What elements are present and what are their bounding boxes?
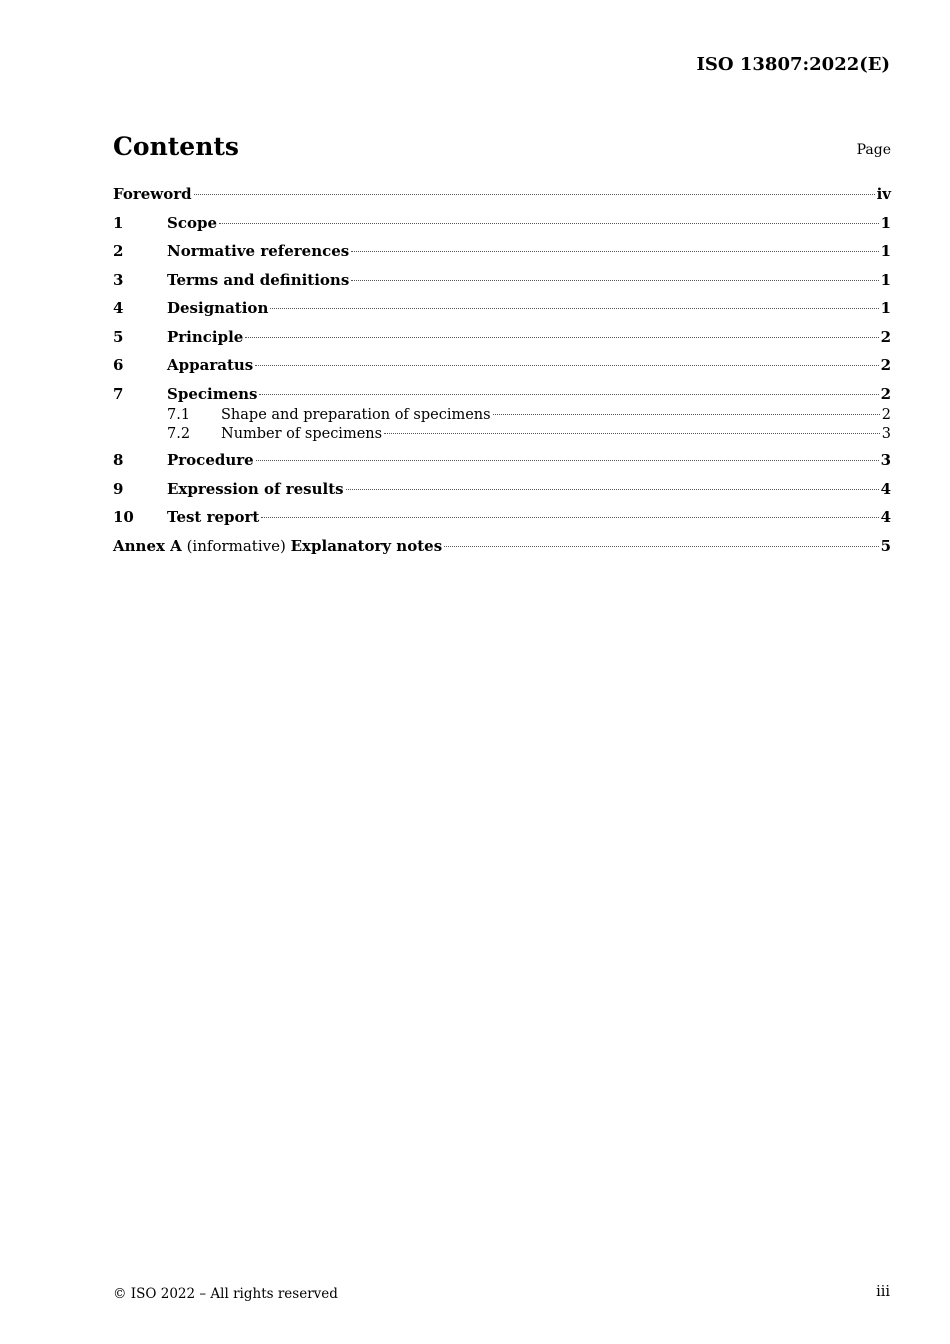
toc-leader: [194, 194, 875, 195]
annex-type: (informative): [186, 536, 286, 555]
toc-page: 2: [880, 327, 891, 346]
toc-number: 3: [113, 270, 124, 289]
toc-entry-procedure[interactable]: [113, 451, 891, 473]
toc-leader: [245, 337, 878, 338]
toc-entry-number-of-specimens[interactable]: [113, 426, 891, 445]
toc-entry-specimens[interactable]: [113, 385, 891, 407]
toc-title: Number of specimens: [221, 425, 383, 442]
toc-entry-test-report[interactable]: [113, 508, 891, 530]
toc-entry-scope[interactable]: [113, 214, 891, 236]
page-column-label: Page: [856, 142, 891, 158]
toc-page: 2: [880, 384, 891, 403]
toc-page: 3: [881, 425, 891, 442]
toc-title: Test report: [167, 508, 260, 526]
toc-number: 4: [113, 299, 124, 317]
toc-page: 4: [880, 479, 891, 498]
contents-heading: Contents: [113, 132, 240, 161]
toc-page: 1: [880, 242, 891, 260]
toc-page: 4: [880, 508, 891, 526]
toc-leader: [351, 280, 878, 281]
toc-leader: [384, 433, 880, 434]
toc-page: 3: [880, 451, 891, 469]
toc-page: 1: [880, 270, 891, 289]
toc-entry-foreword[interactable]: [113, 185, 891, 207]
toc-page: 5: [880, 536, 891, 555]
toc-leader: [493, 414, 880, 415]
toc-title: Expression of results: [167, 479, 344, 498]
toc-leader: [444, 546, 878, 547]
toc-number: 6: [113, 356, 124, 374]
toc-number: 5: [113, 327, 124, 346]
toc-number: 2: [113, 242, 124, 260]
toc-number: 10: [113, 508, 134, 526]
toc-title: Shape and preparation of specimens: [221, 406, 491, 423]
toc-entry-apparatus[interactable]: [113, 356, 891, 378]
toc-entry-shape-and-preparation[interactable]: [113, 407, 891, 426]
toc-leader: [256, 460, 879, 461]
toc-leader: [259, 394, 878, 395]
toc-title: Apparatus: [167, 356, 254, 374]
toc-page: 1: [880, 299, 891, 317]
toc-title: Scope: [167, 213, 218, 232]
toc-number: 1: [113, 213, 124, 232]
toc-title: Normative references: [167, 242, 350, 260]
toc-number: 7: [113, 384, 124, 403]
annex-title: Explanatory notes: [290, 536, 443, 555]
toc-entry-normative-references[interactable]: [113, 242, 891, 264]
document-identifier: ISO 13807:2022(E): [696, 54, 890, 75]
toc-leader: [351, 251, 878, 252]
toc-page: iv: [876, 185, 891, 203]
toc-number: 7.1: [167, 406, 191, 423]
toc-entry-annex-a[interactable]: [113, 537, 891, 559]
copyright-notice: © ISO 2022 – All rights reserved: [113, 1286, 338, 1302]
toc-entry-expression-of-results[interactable]: [113, 480, 891, 502]
toc-title: Procedure: [167, 451, 254, 469]
toc-page: 1: [880, 213, 891, 232]
toc-leader: [261, 517, 878, 518]
toc-title: [113, 537, 442, 555]
toc-number: 7.2: [167, 425, 191, 442]
toc-leader: [219, 223, 879, 224]
toc-entry-terms-and-definitions[interactable]: [113, 271, 891, 293]
toc-leader: [255, 365, 878, 366]
toc-title: Foreword: [113, 185, 192, 203]
toc-title: Principle: [167, 327, 244, 346]
page-number: iii: [876, 1284, 890, 1300]
toc-entry-principle[interactable]: [113, 328, 891, 350]
table-of-contents: [113, 185, 891, 559]
toc-entry-designation[interactable]: [113, 299, 891, 321]
toc-number: 8: [113, 451, 124, 469]
toc-number: 9: [113, 479, 124, 498]
annex-label: Annex A: [113, 536, 182, 555]
toc-leader: [270, 308, 878, 309]
toc-page: 2: [881, 406, 891, 423]
toc-title: Specimens: [167, 384, 258, 403]
toc-title: Terms and definitions: [167, 270, 350, 289]
toc-title: Designation: [167, 299, 269, 317]
toc-page: 2: [880, 356, 891, 374]
toc-leader: [346, 489, 879, 490]
